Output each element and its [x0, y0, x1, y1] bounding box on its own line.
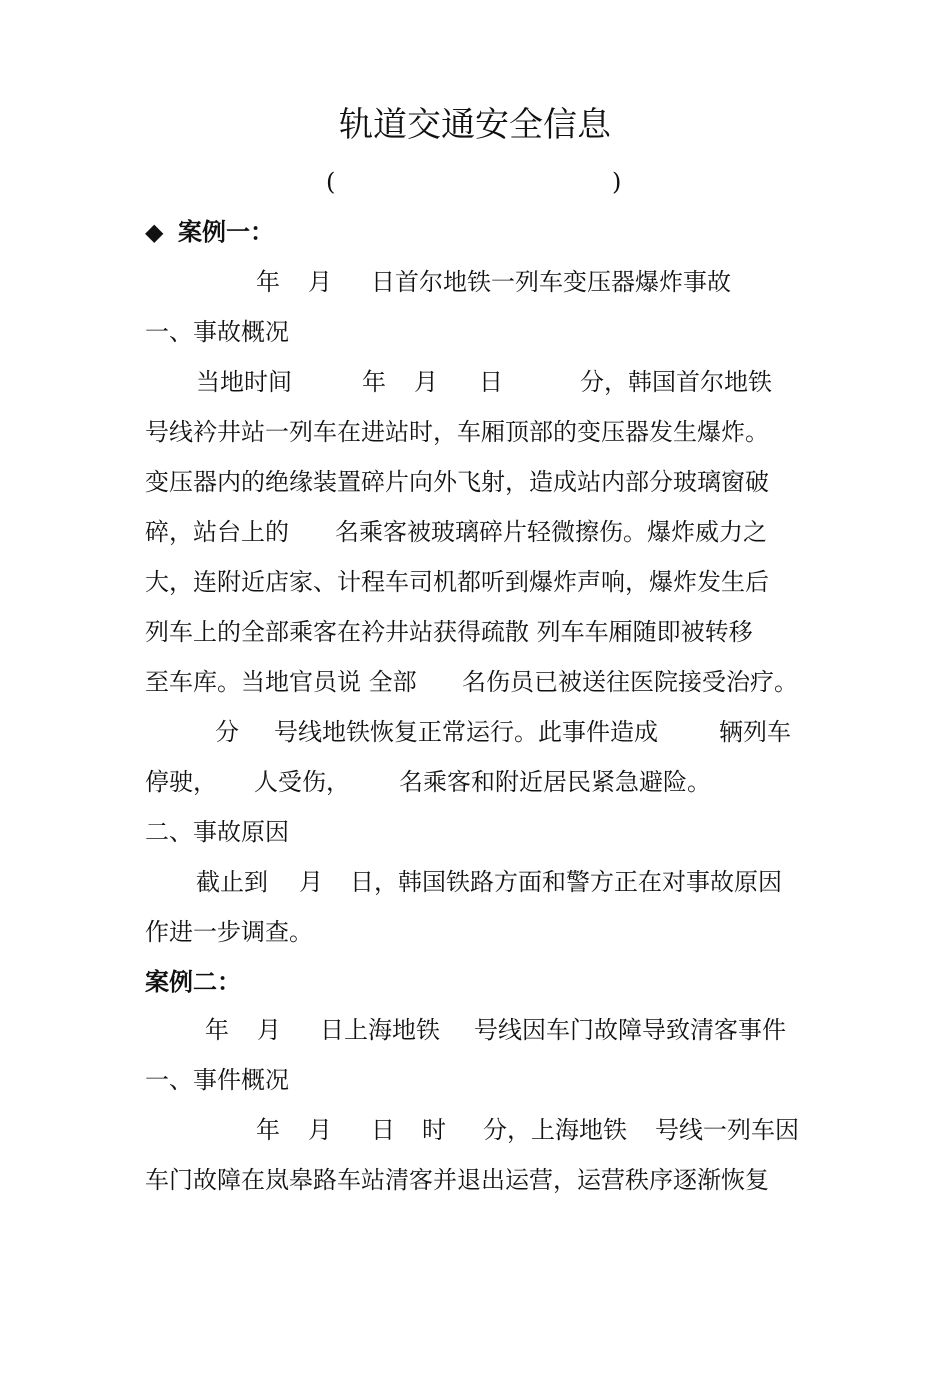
text-segment: 日，韩国铁路方面和警方正在对事故原因: [350, 868, 782, 896]
section-heading: 一、事故概况: [145, 318, 289, 346]
case1-para1-line3: [0, 462, 950, 502]
case1-para1-line5: [0, 562, 950, 602]
text-segment: 日上海地铁: [320, 1016, 440, 1044]
diamond-bullet-icon: ◆: [145, 218, 164, 246]
case1-para1-line1: [0, 362, 950, 402]
case1-para2-line2: [0, 912, 950, 952]
text-segment: 至车库。当地官员说 全部: [145, 668, 417, 696]
text-segment: 停驶，: [145, 768, 217, 796]
text-segment: 截止到: [196, 868, 268, 896]
section-heading: 一、事件概况: [145, 1066, 289, 1094]
case1-para1-line9: [0, 762, 950, 802]
text-segment: 分，上海地铁: [483, 1116, 627, 1144]
case2-heading: 案例二：: [145, 968, 241, 996]
text-segment: 月: [414, 368, 438, 396]
case1-section2-heading: [0, 812, 950, 852]
paren-open: (: [326, 168, 336, 196]
case1-section1-heading: [0, 312, 950, 352]
text-segment: 时: [422, 1116, 446, 1144]
case1-heading-line: [0, 212, 950, 252]
text-segment: 列车上的全部乘客在衿井站获得疏散 列车车厢随即被转移: [145, 618, 753, 646]
case1-para1-line4: [0, 512, 950, 552]
text-segment: 当地时间: [196, 368, 292, 396]
case2-subtitle-month: 月: [257, 1016, 281, 1044]
text-segment: 分，韩国首尔地铁: [580, 368, 772, 396]
text-segment: 日: [479, 368, 503, 396]
case1-para1-line2: [0, 412, 950, 452]
case2-para1-line1: [0, 1110, 950, 1150]
case1-heading: 案例一：: [178, 218, 274, 246]
text-segment: 号线地铁恢复正常运行。此事件造成: [274, 718, 658, 746]
text-segment: 名乘客和附近居民紧急避险。: [399, 768, 711, 796]
text-segment: 作进一步调查。: [145, 918, 313, 946]
section-heading: 二、事故原因: [145, 818, 289, 846]
text-segment: 车门故障在岚皋路车站清客并退出运营，运营秩序逐渐恢复: [145, 1166, 769, 1194]
text-segment: 辆列车: [719, 718, 791, 746]
text-segment: 年: [362, 368, 386, 396]
text-segment: 人受伤，: [254, 768, 350, 796]
case1-subtitle-month: 月: [308, 268, 332, 296]
text-segment: 名伤员已被送往医院接受治疗。: [462, 668, 798, 696]
text-segment: 号线衿井站一列车在进站时，车厢顶部的变压器发生爆炸。: [145, 418, 769, 446]
text-segment: 碎，站台上的: [145, 518, 289, 546]
text-segment: 日: [371, 1116, 395, 1144]
text-segment: 号线因车门故障导致清客事件: [474, 1016, 786, 1044]
text-segment: 名乘客被玻璃碎片轻微擦伤。爆炸威力之: [335, 518, 767, 546]
text-segment: 大，连附近店家、计程车司机都听到爆炸声响，爆炸发生后: [145, 568, 769, 596]
case2-subtitle: [0, 1010, 950, 1050]
subtitle-parentheses: [0, 162, 950, 202]
text-segment: 月: [299, 868, 323, 896]
case1-subtitle: [0, 262, 950, 302]
case2-subtitle-year: 年: [205, 1016, 229, 1044]
case1-para1-line7: [0, 662, 950, 702]
case1-para2-line1: [0, 862, 950, 902]
case2-heading-line: [0, 962, 950, 1002]
text-segment: 分: [215, 718, 239, 746]
text-segment: 年: [256, 1116, 280, 1144]
text-segment: 月: [308, 1116, 332, 1144]
case2-section1-heading: [0, 1060, 950, 1100]
case1-subtitle-year: 年: [256, 268, 280, 296]
case1-para1-line6: [0, 612, 950, 652]
document-title: 轨道交通安全信息: [339, 105, 611, 145]
text-segment: 变压器内的绝缘装置碎片向外飞射，造成站内部分玻璃窗破: [145, 468, 769, 496]
case2-para1-line2: [0, 1160, 950, 1200]
text-segment: 号线一列车因: [655, 1116, 799, 1144]
case1-subtitle-text: 日首尔地铁一列车变压器爆炸事故: [371, 268, 731, 296]
paren-close: ): [612, 168, 622, 196]
case1-para1-line8: [0, 712, 950, 752]
